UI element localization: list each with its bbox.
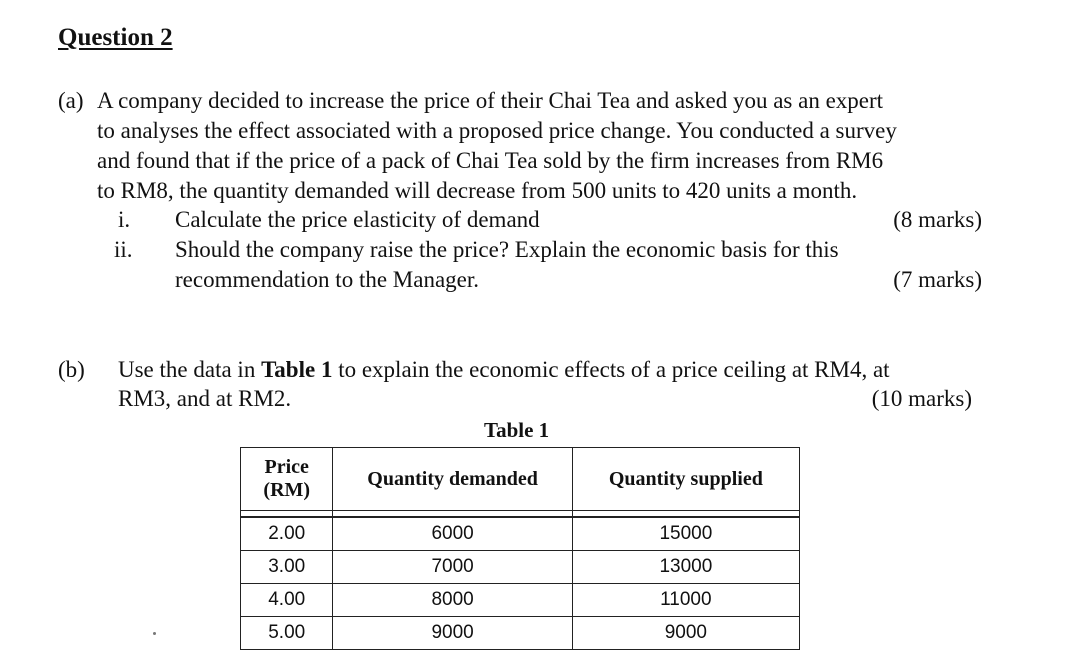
demanded-cell: 7000 <box>333 551 572 584</box>
price-cell: 2.00 <box>241 517 333 551</box>
header-price-line-2: (RM) <box>263 479 311 501</box>
sub-item-ii-marks: (7 marks) <box>893 267 982 292</box>
header-price-line-1: Price <box>264 456 309 478</box>
sub-item-i-text: Calculate the price elasticity of demand <box>175 207 540 232</box>
part-b-line-1 <box>118 355 890 385</box>
sub-item-ii-text-line-2: recommendation to the Manager. <box>175 267 480 292</box>
header-price <box>241 448 333 511</box>
part-b-line-1-pre: Use the data in <box>118 357 262 382</box>
part-b-marks: (10 marks) <box>871 386 972 411</box>
part-a-line-2: to analyses the effect associated with a proposed price change. You conducted a survey <box>97 118 897 143</box>
supplied-cell: 9000 <box>572 617 799 650</box>
part-a-line-1: A company decided to increase the price of their Chai Tea and asked you as an expert <box>97 88 884 113</box>
demanded-cell: 8000 <box>333 584 572 617</box>
question-title: Question 2 <box>58 24 173 51</box>
table-row <box>241 551 800 584</box>
part-a-label: (a) <box>58 88 84 113</box>
sub-item-i-numeral: i. <box>118 207 131 232</box>
stray-mark <box>153 632 156 635</box>
table-row <box>241 517 800 551</box>
supplied-cell: 15000 <box>572 517 799 551</box>
part-b-line-1-post: to explain the economic effects of a price ceiling at RM4, at <box>332 357 890 382</box>
part-b-line-2: RM3, and at RM2. <box>118 386 292 411</box>
table-caption: Table 1 <box>484 418 550 442</box>
price-cell: 4.00 <box>241 584 333 617</box>
price-cell: 5.00 <box>241 617 333 650</box>
data-table <box>240 447 800 650</box>
table-header-row <box>241 448 800 511</box>
table-row <box>241 617 800 650</box>
header-quantity-supplied: Quantity supplied <box>572 448 799 511</box>
header-quantity-demanded: Quantity demanded <box>333 448 572 511</box>
price-cell: 3.00 <box>241 551 333 584</box>
sub-item-ii-numeral: ii. <box>114 237 133 262</box>
sub-item-i-marks: (8 marks) <box>893 207 982 232</box>
supplied-cell: 13000 <box>572 551 799 584</box>
part-a-line-3: and found that if the price of a pack of Chai Tea sold by the firm increases from RM6 <box>97 148 884 173</box>
supplied-cell: 11000 <box>572 584 799 617</box>
part-a-line-4: to RM8, the quantity demanded will decrease from 500 units to 420 units a month. <box>97 178 858 203</box>
demanded-cell: 9000 <box>333 617 572 650</box>
part-b-label: (b) <box>58 357 85 382</box>
table-reference: Table 1 <box>261 357 333 382</box>
table-row <box>241 584 800 617</box>
demanded-cell: 6000 <box>333 517 572 551</box>
sub-item-ii-text-line-1: Should the company raise the price? Explain the economic basis for this <box>175 237 839 262</box>
